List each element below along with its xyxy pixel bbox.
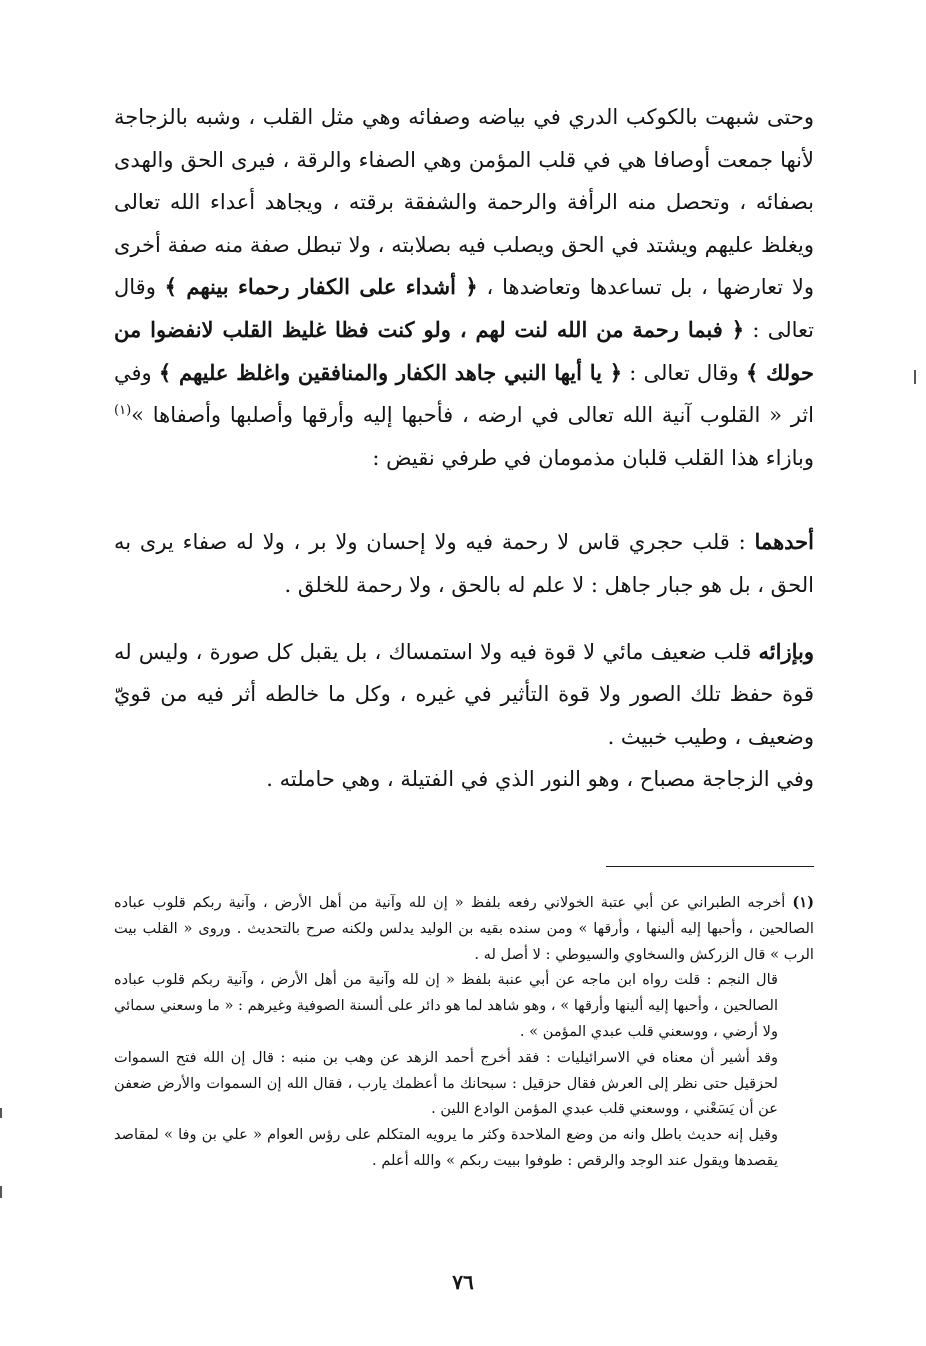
footnote-1 [114,890,814,967]
scan-artifact-mark [914,370,916,384]
paragraph-3-text: قلب ضعيف مائي لا قوة فيه ولا استمساك ، بل يقبل كل صورة ، وليس له قوة حفظ تلك الصور ولا قوة التأثير في غيره ، وكل ما خالطه أثر فيه من قويّ وضعيف ، وطيب خبيث . [114,639,814,749]
scan-artifact-mark [0,1108,2,1118]
paragraph-4 [114,758,814,801]
quran-verse-1: ﴿ أشداء على الكفار رحماء بينهم ﴾ [164,274,478,300]
main-text-body [114,96,814,801]
paragraph-3-lead-word: وبإزائه [758,638,814,664]
paragraph-2 [114,521,814,606]
paragraph-1-text-b: وقال تعالى : [114,275,814,342]
footnote-1-part-2: قال النجم : قلت رواه ابن ماجه عن أبي عنبة بلفظ « إن لله وآنية من أهل الأرض ، وآنية ربكم قلوب عباده الصالحين ، وأحبها إليه ألينها وأرقها » ، وهو شاهد لما هو دائر على ألسنة الصوفية وغيرهم : « ما وسعني سمائي ولا أرضي ، ووسعني قلب عبدي المؤمن » . [114,971,778,1040]
paragraph-1-text-e: وبازاء هذا القلب قلبان مذمومان في طرفي نقيض : [372,445,814,470]
footnote-reference[interactable]: (١) [114,403,132,419]
quran-verse-2: ﴿ فبما رحمة من الله لنت لهم ، ولو كنت فظا غليظ القلب لانفضوا من حولك ﴾ [114,316,815,385]
footnote-1-part-3: وقد أشير أن معناه في الاسرائيليات : فقد أخرج أحمد الزهد عن وهب بن منبه : قال إن الله فتح السموات لحزقيل حتى نظر إلى العرش فقال حزقيل : سبحانك ما أعظمك يارب ، فقال الله إن السموات والأرض ضعفن عن أن يَسَعْني ، ووسعني قلب عبدي المؤمن الوادع اللين . [114,1048,778,1118]
paragraph-2-lead-word: أحدهما [754,529,814,555]
page-number: ٧٦ [452,1270,474,1294]
paragraph-1-text-a: وحتى شبهت بالكوكب الدري في بياضه وصفائه وهي مثل القلب ، وشبه بالزجاجة لأنها جمعت أوصافا هي في قلب المؤمن وهي الصفاء والرقة ، فيرى الحق والهدى بصفائه ، وتحصل منه الرأفة والرحمة والشفقة برقته ، ويجاهد أعداء الله تعالى ويغلظ عليهم ويشتد في الحق ويصلب فيه بصلابته ، ولا تبطل صفة منه صفة أخرى ولا تعارضها ، بل تساعدها وتعاضدها ، [114,105,815,300]
footnote-1-part-4: وقيل إنه حديث باطل وانه من وضع الملاحدة وكثر ما يرويه المتكلم على رؤس العوام « علي بن وفا » لمقاصد يقصدها ويقول عند الوجد والرقص : طوفوا ببيت ربكم » والله أعلم . [114,1126,778,1169]
quran-verse-3: ﴿ يا أيها النبي جاهد الكفار والمنافقين واغلظ عليهم ﴾ [158,359,623,385]
paragraph-1-text-d: وفي اثر « القلوب آنية الله تعالى في ارضه ، فأحبها إليه وأرقها وأصلبها وأصفاها » [114,360,814,428]
paragraph-2-text: : قلب حجري قاس لا رحمة فيه ولا إحسان ولا بر ، ولا له صفاء يرى به الحق ، بل هو جبار جاهل : لا علم له بالحق ، ولا رحمة للخلق . [114,530,814,597]
footnotes-block [114,890,814,1174]
footnote-number: (١) [792,894,814,911]
paragraph-1 [114,96,814,479]
paragraph-3 [114,631,814,759]
footnote-divider [606,866,814,867]
paragraph-4-text: وفي الزجاجة مصباح ، وهو النور الذي في الفتيلة ، وهي حاملته . [266,767,814,792]
scan-artifact-mark [0,1186,2,1198]
footnote-1-text: أخرجه الطبراني عن أبي عتبة الخولاني رفعه بلفظ « إن لله وآنية من أهل الأرض ، وآنية ربكم قلوب عباده الصالحين ، وأحبها إليه ألينها ، وأرقها » ومن سنده بقيه بن الوليد يدلس ولكنه صرح بالتحديث . وروى « القلب بيت الرب » قال الزركش والسخاوي والسيوطي : لا أصل له . [114,894,814,963]
paragraph-1-text-c: وقال تعالى : [622,360,746,385]
